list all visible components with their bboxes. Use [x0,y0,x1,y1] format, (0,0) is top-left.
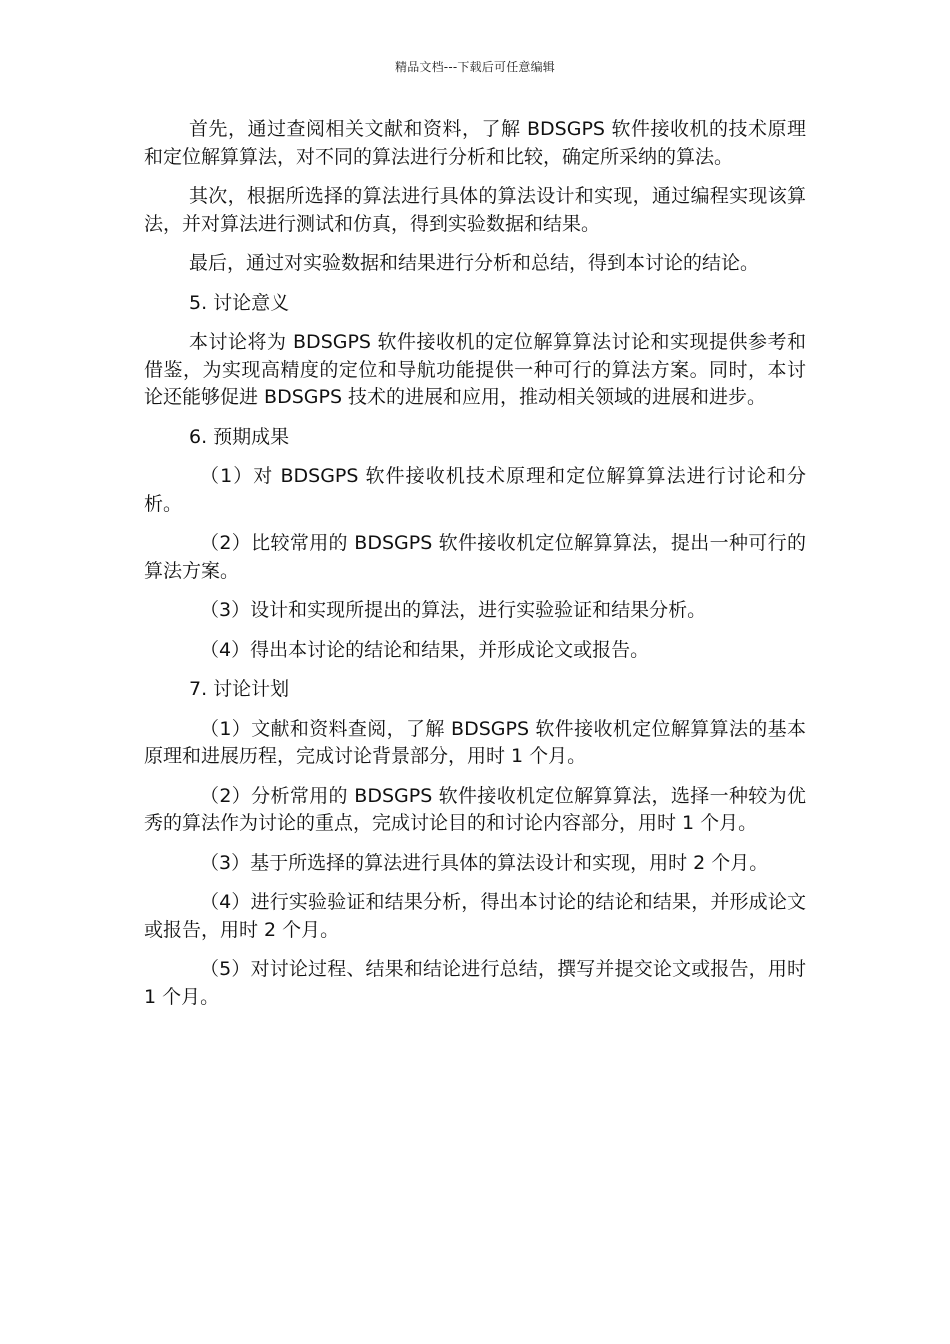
list-item-result-2: （2）比较常用的 BDSGPS 软件接收机定位解算算法，提出一种可行的算法方案。 [144,532,806,582]
paragraph-method-last: 最后，通过对实验数据和结果进行分析和总结，得到本讨论的结论。 [189,252,760,274]
list-item-plan-2: （2）分析常用的 BDSGPS 软件接收机定位解算算法，选择一种较为优秀的算法作为讨论的重点，完成讨论目的和讨论内容部分，用时 1 个月。 [144,784,806,834]
document-body [144,116,806,1023]
section-heading-expected-results: 6. 预期成果 [189,425,290,448]
list-item-result-1: （1）对 BDSGPS 软件接收机技术原理和定位解算算法进行讨论和分析。 [144,465,806,515]
paragraph-significance: 本讨论将为 BDSGPS 软件接收机的定位解算算法讨论和实现提供参考和借鉴，为实现高精度的定位和导航功能提供一种可行的算法方案。同时，本讨论还能够促进 BDSGPS 技术的进展和应用，推动相关领域的进展和进步。 [144,331,806,408]
section-heading-significance: 5. 讨论意义 [189,291,290,314]
list-item-plan-3: （3）基于所选择的算法进行具体的算法设计和实现，用时 2 个月。 [200,851,769,874]
section-heading-plan: 7. 讨论计划 [189,678,290,700]
list-item-result-4: （4）得出本讨论的结论和结果，并形成论文或报告。 [200,638,650,661]
page-header: 精品文档---下载后可任意编辑 [395,60,555,74]
paragraph-method-second: 其次，根据所选择的算法进行具体的算法设计和实现，通过编程实现该算法，并对算法进行测试和仿真，得到实验数据和结果。 [144,185,806,235]
list-item-result-3: （3）设计和实现所提出的算法，进行实验验证和结果分析。 [200,599,707,621]
list-item-plan-4: （4）进行实验验证和结果分析，得出本讨论的结论和结果，并形成论文或报告，用时 2 个月。 [144,891,806,941]
paragraph-method-first: 首先，通过查阅相关文献和资料，了解 BDSGPS 软件接收机的技术原理和定位解算算法，对不同的算法进行分析和比较，确定所采纳的算法。 [144,118,806,168]
list-item-plan-1: （1）文献和资料查阅，了解 BDSGPS 软件接收机定位解算算法的基本原理和进展历程，完成讨论背景部分，用时 1 个月。 [144,717,806,767]
list-item-plan-5: （5）对讨论过程、结果和结论进行总结，撰写并提交论文或报告，用时 1 个月。 [144,958,806,1008]
